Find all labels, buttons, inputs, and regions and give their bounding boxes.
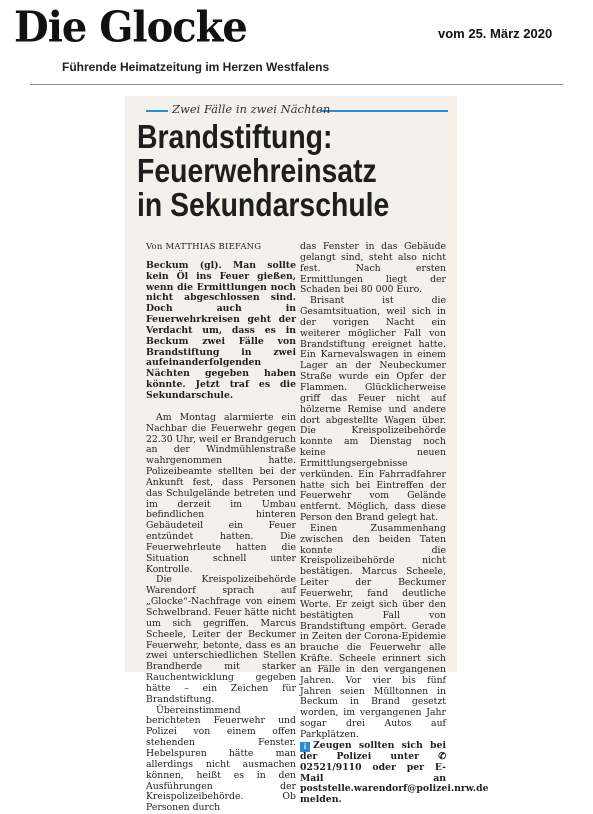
headline-line: Feuerwehreinsatz	[137, 152, 377, 189]
article-headline	[137, 120, 412, 222]
masthead-logo: Die Glocke	[14, 2, 247, 53]
header-divider	[30, 84, 563, 85]
issue-date: vom 25. März 2020	[438, 26, 553, 41]
headline-line: in Sekundarschule	[137, 186, 390, 223]
masthead-tagline: Führende Heimatzeitung im Herzen Westfalens	[62, 60, 330, 74]
article-kicker: Zwei Fälle in zwei Nächten	[172, 102, 331, 116]
article-paragraph: Am Montag alarmierte ein Nachbar die Feuerwehr gegen 22.30 Uhr, weil er Brandgeruch an der Windmühlenstraße wahrgenommen hatte. Polizeibeamte stellten bei der Ankunft fest, dass Personen das Schulgelände betreten und im derzeit im Umbau befindlichen hinteren Gebäudeteil ein Feuer entzündet hatten. Die Feuerwehrleute hatten die Situation schnell unter Kontrolle.	[146, 411, 296, 575]
article-paragraph: Brisant ist die Gesamtsituation, weil sich in der vorigen Nacht ein weiterer möglicher Fall von Brandstiftung ereignet hatte. Ein Karnevalswagen in einem Lager an der Neubeckumer Straße wurde ein Opfer der Flammen. Glücklicherweise griff das Feuer nicht auf hölzerne Remise und andere dort abgestellte Wagen über. Die Kreispolizeibehörde konnte am Dienstag noch keine neuen Ermittlungsergebnisse verkünden. Ein Fahrradfahrer hatte sich bei Eintreffen der Feuerwehr vom Gelände entfernt. Möglich, dass diese Person den Brand gelegt hat.	[300, 295, 446, 524]
article-column-2	[300, 241, 489, 806]
article-lead: Beckum (gl). Man sollte kein Öl ins Feuer gießen, wenn die Ermittlungen noch nicht abgeschlossen sind. Doch auch in Feuerwehrkreisen geht der Verdacht um, dass es in Beckum zwei Fälle von Brandstiftung in zwei aufeinanderfolgenden Nächten gegeben haben könnte. Jetzt traf es die Sekundarschule.	[146, 259, 296, 401]
headline-line: Brandstiftung:	[137, 118, 333, 155]
info-box	[300, 739, 489, 806]
article-column-1	[146, 242, 296, 814]
kicker-rule-left	[146, 110, 168, 112]
info-box-text: Zeugen sollten sich bei der Polizei unter ✆ 02521/9110 oder per E-Mail an poststelle.warendorf@polizei.nrw.de melden.	[300, 739, 489, 806]
article-paragraph: Einen Zusammenhang zwischen den beiden Taten konnte die Kreispolizeibehörde nicht bestätigen. Marcus Scheele, Leiter der Beckumer Feuerwehr, fand deutliche Worte. Er zeigt sich über den bestätigten Fall von Brandstiftung empört. Gerade in Zeiten der Corona-Epidemie brauche die Feuerwehr alle Kräfte. Scheele erinnert sich an Fälle in den vergangenen Jahren. Vor vier bis fünf Jahren seien Mülltonnen in Beckum in Brand gesetzt worden, im vergangenen Jahr sogar drei Autos auf Parkplätzen.	[300, 522, 446, 740]
article-paragraph: das Fenster in das Gebäude gelangt sind, steht also nicht fest. Nach ersten Ermittlungen liegt der Schaden bei 80 000 Euro.	[300, 241, 446, 296]
info-icon: i	[300, 742, 310, 752]
article-byline: Von MATTHIAS BIEFANG	[146, 242, 262, 252]
article-paragraph: Die Kreispolizeibehörde Warendorf sprach auf „Glocke“-Nachfrage von einem Schwelbrand. Feuer hätte nicht um sich gegriffen. Marcus Scheele, Leiter der Beckumer Feuerwehr, betonte, dass es an zwei unterschiedlichen Stellen Brandherde mit starker Rauchentwicklung gegeben hätte – ein Zeichen für Brandstiftung.	[146, 574, 296, 705]
article-paragraph: Übereinstimmend berichteten Feuerwehr und Polizei von einem offen stehenden Fenster. Hebelspuren hätte man allerdings nicht ausmachen können, heißt es in den Ausführungen der Kreispolizeibehörde. Ob Personen durch	[146, 704, 296, 814]
kicker-rule-right	[320, 110, 448, 112]
